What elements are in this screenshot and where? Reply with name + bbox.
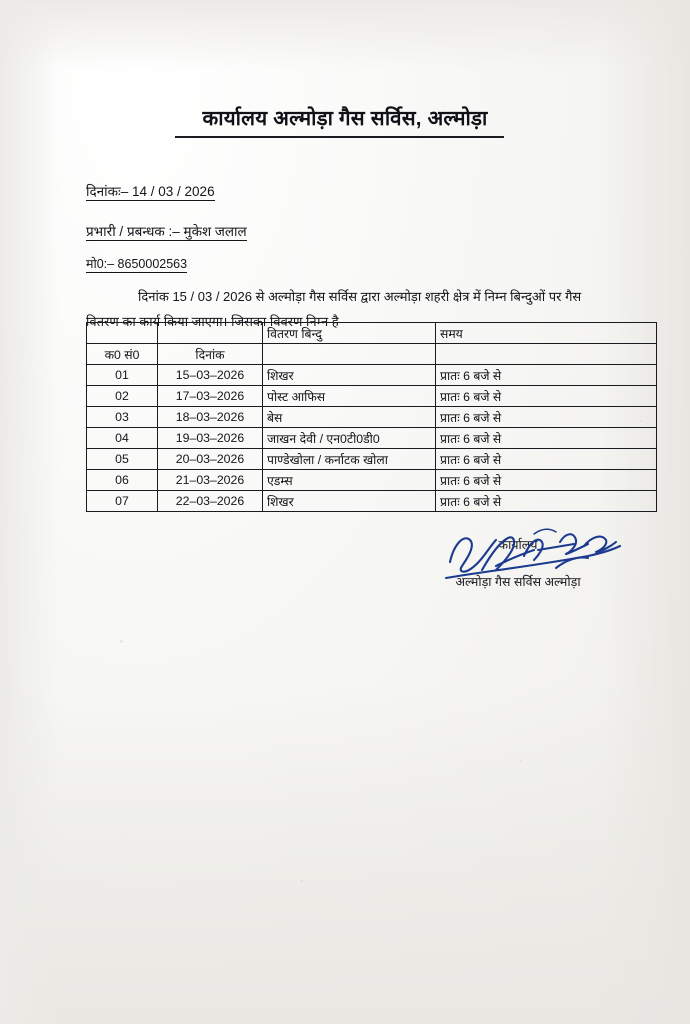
header-time-empty — [436, 344, 657, 365]
cell-sno: 05 — [87, 449, 158, 470]
cell-point: पोस्ट आफिस — [263, 386, 436, 407]
cell-point: पाण्डेखोला / कर्नाटक खोला — [263, 449, 436, 470]
mobile-line — [86, 255, 187, 272]
header-date: दिनांक — [158, 344, 263, 365]
cell-time: प्रातः 6 बजे से — [436, 470, 657, 491]
date-line-text: दिनांकः– 14 / 03 / 2026 — [86, 184, 215, 199]
schedule-table-wrapper — [86, 322, 620, 512]
cell-sno: 04 — [87, 428, 158, 449]
table-row — [87, 407, 657, 428]
cell-time: प्रातः 6 बजे से — [436, 428, 657, 449]
cell-point: एडम्स — [263, 470, 436, 491]
header-point-empty — [263, 344, 436, 365]
table-row — [87, 449, 657, 470]
cell-sno: 06 — [87, 470, 158, 491]
cell-point: शिखर — [263, 491, 436, 512]
cell-sno: 03 — [87, 407, 158, 428]
cell-time: प्रातः 6 बजे से — [436, 491, 657, 512]
table-header-row — [87, 323, 657, 344]
cell-sno: 01 — [87, 365, 158, 386]
cell-time: प्रातः 6 बजे से — [436, 449, 657, 470]
mobile-line-text: मो0:– 8650002563 — [86, 257, 188, 271]
incharge-line-text: प्रभारी / प्रबन्धक :– मुकेश जलाल — [86, 224, 247, 239]
table-body — [87, 365, 657, 512]
cell-time: प्रातः 6 बजे से — [436, 407, 657, 428]
signature-office-label: कार्यालय — [498, 538, 538, 552]
table-row — [87, 428, 657, 449]
table-row — [87, 491, 657, 512]
header-point: वितरण बिन्दु — [263, 323, 436, 344]
cell-date: 18–03–2026 — [158, 407, 263, 428]
header-blank-sno — [87, 323, 158, 344]
cell-date: 19–03–2026 — [158, 428, 263, 449]
cell-date: 20–03–2026 — [158, 449, 263, 470]
cell-time: प्रातः 6 बजे से — [436, 386, 657, 407]
incharge-line — [86, 222, 247, 240]
cell-sno: 07 — [87, 491, 158, 512]
cell-sno: 02 — [87, 386, 158, 407]
table-row — [87, 470, 657, 491]
cell-point: शिखर — [263, 365, 436, 386]
header-blank-date — [158, 323, 263, 344]
signature-firm-label: अल्मोड़ा गैस सर्विस अल्मोड़ा — [455, 575, 581, 589]
signature-block — [398, 536, 638, 590]
cell-date: 22–03–2026 — [158, 491, 263, 512]
header-time: समय — [436, 323, 657, 344]
cell-time: प्रातः 6 बजे से — [436, 365, 657, 386]
page-title: कार्यालय अल्मोड़ा गैस सर्विस, अल्मोड़ा — [202, 107, 488, 130]
title-underline — [175, 136, 504, 138]
table-row — [87, 386, 657, 407]
cell-date: 21–03–2026 — [158, 470, 263, 491]
cell-date: 17–03–2026 — [158, 386, 263, 407]
table-head — [87, 323, 657, 365]
header-sno: क0 सं0 — [87, 344, 158, 365]
cell-point: जाखन देवी / एन0टी0डी0 — [263, 428, 436, 449]
cell-point: बेस — [263, 407, 436, 428]
table-row — [87, 365, 657, 386]
schedule-table — [86, 322, 657, 512]
table-subheader-row — [87, 344, 657, 365]
body-paragraph: दिनांक 15 / 03 / 2026 से अल्मोड़ा गैस सर्विस द्वारा अल्मोड़ा शहरी क्षेत्र में निम्न बिन्दुओं पर गैस वितरण का कार्य किया जाएगा। जिसका विवरण निम्न है– — [86, 289, 582, 329]
cell-date: 15–03–2026 — [158, 365, 263, 386]
date-line — [86, 182, 215, 200]
